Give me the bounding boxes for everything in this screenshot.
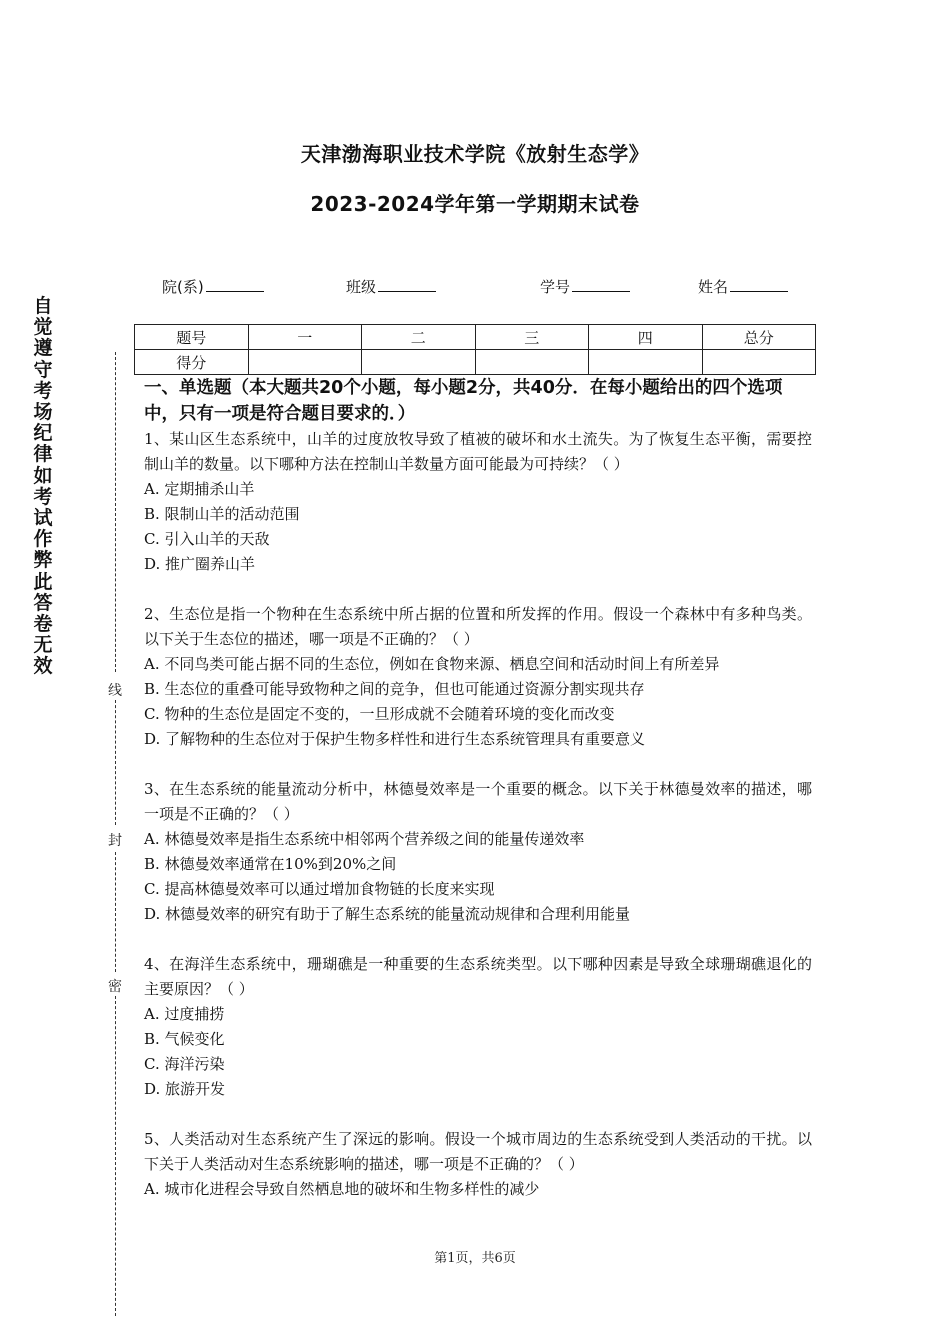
score-header-cell: 三: [475, 325, 589, 350]
option-d: D. 了解物种的生态位对于保护生物多样性和进行生态系统管理具有重要意义: [144, 730, 646, 748]
exam-title: 天津渤海职业技术学院《放射生态学》: [300, 142, 650, 166]
name-label: 姓名: [698, 278, 729, 296]
cut-label-line: 线: [106, 680, 124, 700]
option-d: D. 林德曼效率的研究有助于了解生态系统的能量流动规律和合理利用能量: [144, 905, 631, 923]
option-d: D. 推广圈养山羊: [144, 555, 256, 573]
score-header-cell: 二: [362, 325, 476, 350]
question-stem: 1、某山区生态系统中，山羊的过度放牧导致了植被的破坏和水土流失。为了恢复生态平衡，需要控制山羊的数量。以下哪种方法在控制山羊数量方面可能最为可持续？（ ）: [144, 430, 812, 473]
binding-line-segment: [115, 852, 116, 972]
name-field: [698, 276, 788, 297]
option-a: A. 过度捕捞: [144, 1005, 225, 1023]
score-cell: [248, 350, 362, 375]
option-c: C. 提高林德曼效率可以通过增加食物链的长度来实现: [144, 880, 495, 898]
question-5: [144, 1127, 812, 1202]
exam-content: [144, 375, 812, 1202]
option-b: B. 林德曼效率通常在10%到20%之间: [144, 855, 397, 873]
binding-line-segment: [115, 352, 116, 672]
cut-label-secret: 密: [106, 976, 124, 996]
score-table: [134, 324, 816, 375]
score-header-cell: 一: [248, 325, 362, 350]
option-a: A. 城市化进程会导致自然栖息地的破坏和生物多样性的减少: [144, 1180, 540, 1198]
question-stem: 4、在海洋生态系统中，珊瑚礁是一种重要的生态系统类型。以下哪种因素是导致全球珊瑚礁退化的主要原因？（ ）: [144, 955, 812, 998]
score-cell: [362, 350, 476, 375]
score-header-cell: 题号: [135, 325, 249, 350]
score-header-cell: 四: [589, 325, 703, 350]
question-stem: 3、在生态系统的能量流动分析中，林德曼效率是一个重要的概念。以下关于林德曼效率的描述，哪一项是不正确的？（ ）: [144, 780, 812, 823]
class-label: 班级: [346, 278, 377, 296]
student-id-label: 学号: [540, 278, 571, 296]
class-field: [346, 276, 436, 297]
score-header-cell: 总分: [702, 325, 816, 350]
score-cell: [589, 350, 703, 375]
side-notice: 自觉遵守考场纪律如考试作弊此答卷无效: [33, 295, 53, 678]
score-cell: [475, 350, 589, 375]
exam-subtitle: 2023-2024学年第一学期期末试卷: [310, 192, 640, 216]
option-b: B. 限制山羊的活动范围: [144, 505, 300, 523]
question-stem: 2、生态位是指一个物种在生态系统中所占据的位置和所发挥的作用。假设一个森林中有多种鸟类。以下关于生态位的描述，哪一项是不正确的？（ ）: [144, 605, 812, 648]
score-cell: [702, 350, 816, 375]
binding-line-segment: [115, 996, 116, 1316]
option-a: A. 定期捕杀山羊: [144, 480, 255, 498]
question-2: [144, 602, 812, 752]
name-blank: [730, 277, 788, 292]
question-stem: 5、人类活动对生态系统产生了深远的影响。假设一个城市周边的生态系统受到人类活动的干扰。以下关于人类活动对生态系统影响的描述，哪一项是不正确的？（ ）: [144, 1130, 812, 1173]
option-b: B. 气候变化: [144, 1030, 225, 1048]
option-c: C. 物种的生态位是固定不变的，一旦形成就不会随着环境的变化而改变: [144, 705, 615, 723]
page-footer: 第1页，共6页: [434, 1251, 516, 1266]
section-heading: 一、单选题（本大题共20个小题，每小题2分，共40分．在每小题给出的四个选项中，只有一项是符合题目要求的．）: [144, 378, 783, 424]
question-1: [144, 427, 812, 577]
option-d: D. 旅游开发: [144, 1080, 226, 1098]
cut-label-seal: 封: [106, 830, 124, 850]
score-row-label: 得分: [135, 350, 249, 375]
score-table-header-row: [135, 325, 816, 350]
student-id-blank: [572, 277, 630, 292]
question-3: [144, 777, 812, 927]
department-label: 院(系): [162, 278, 204, 296]
score-table-score-row: [135, 350, 816, 375]
option-c: C. 引入山羊的天敌: [144, 530, 270, 548]
department-blank: [206, 277, 264, 292]
option-c: C. 海洋污染: [144, 1055, 225, 1073]
option-a: A. 不同鸟类可能占据不同的生态位，例如在食物来源、栖息空间和活动时间上有所差异: [144, 655, 720, 673]
student-id-field: [540, 276, 630, 297]
question-4: [144, 952, 812, 1102]
option-a: A. 林德曼效率是指生态系统中相邻两个营养级之间的能量传递效率: [144, 830, 585, 848]
binding-line-segment: [115, 700, 116, 825]
option-b: B. 生态位的重叠可能导致物种之间的竞争，但也可能通过资源分割实现共存: [144, 680, 645, 698]
department-field: [162, 276, 264, 297]
class-blank: [378, 277, 436, 292]
